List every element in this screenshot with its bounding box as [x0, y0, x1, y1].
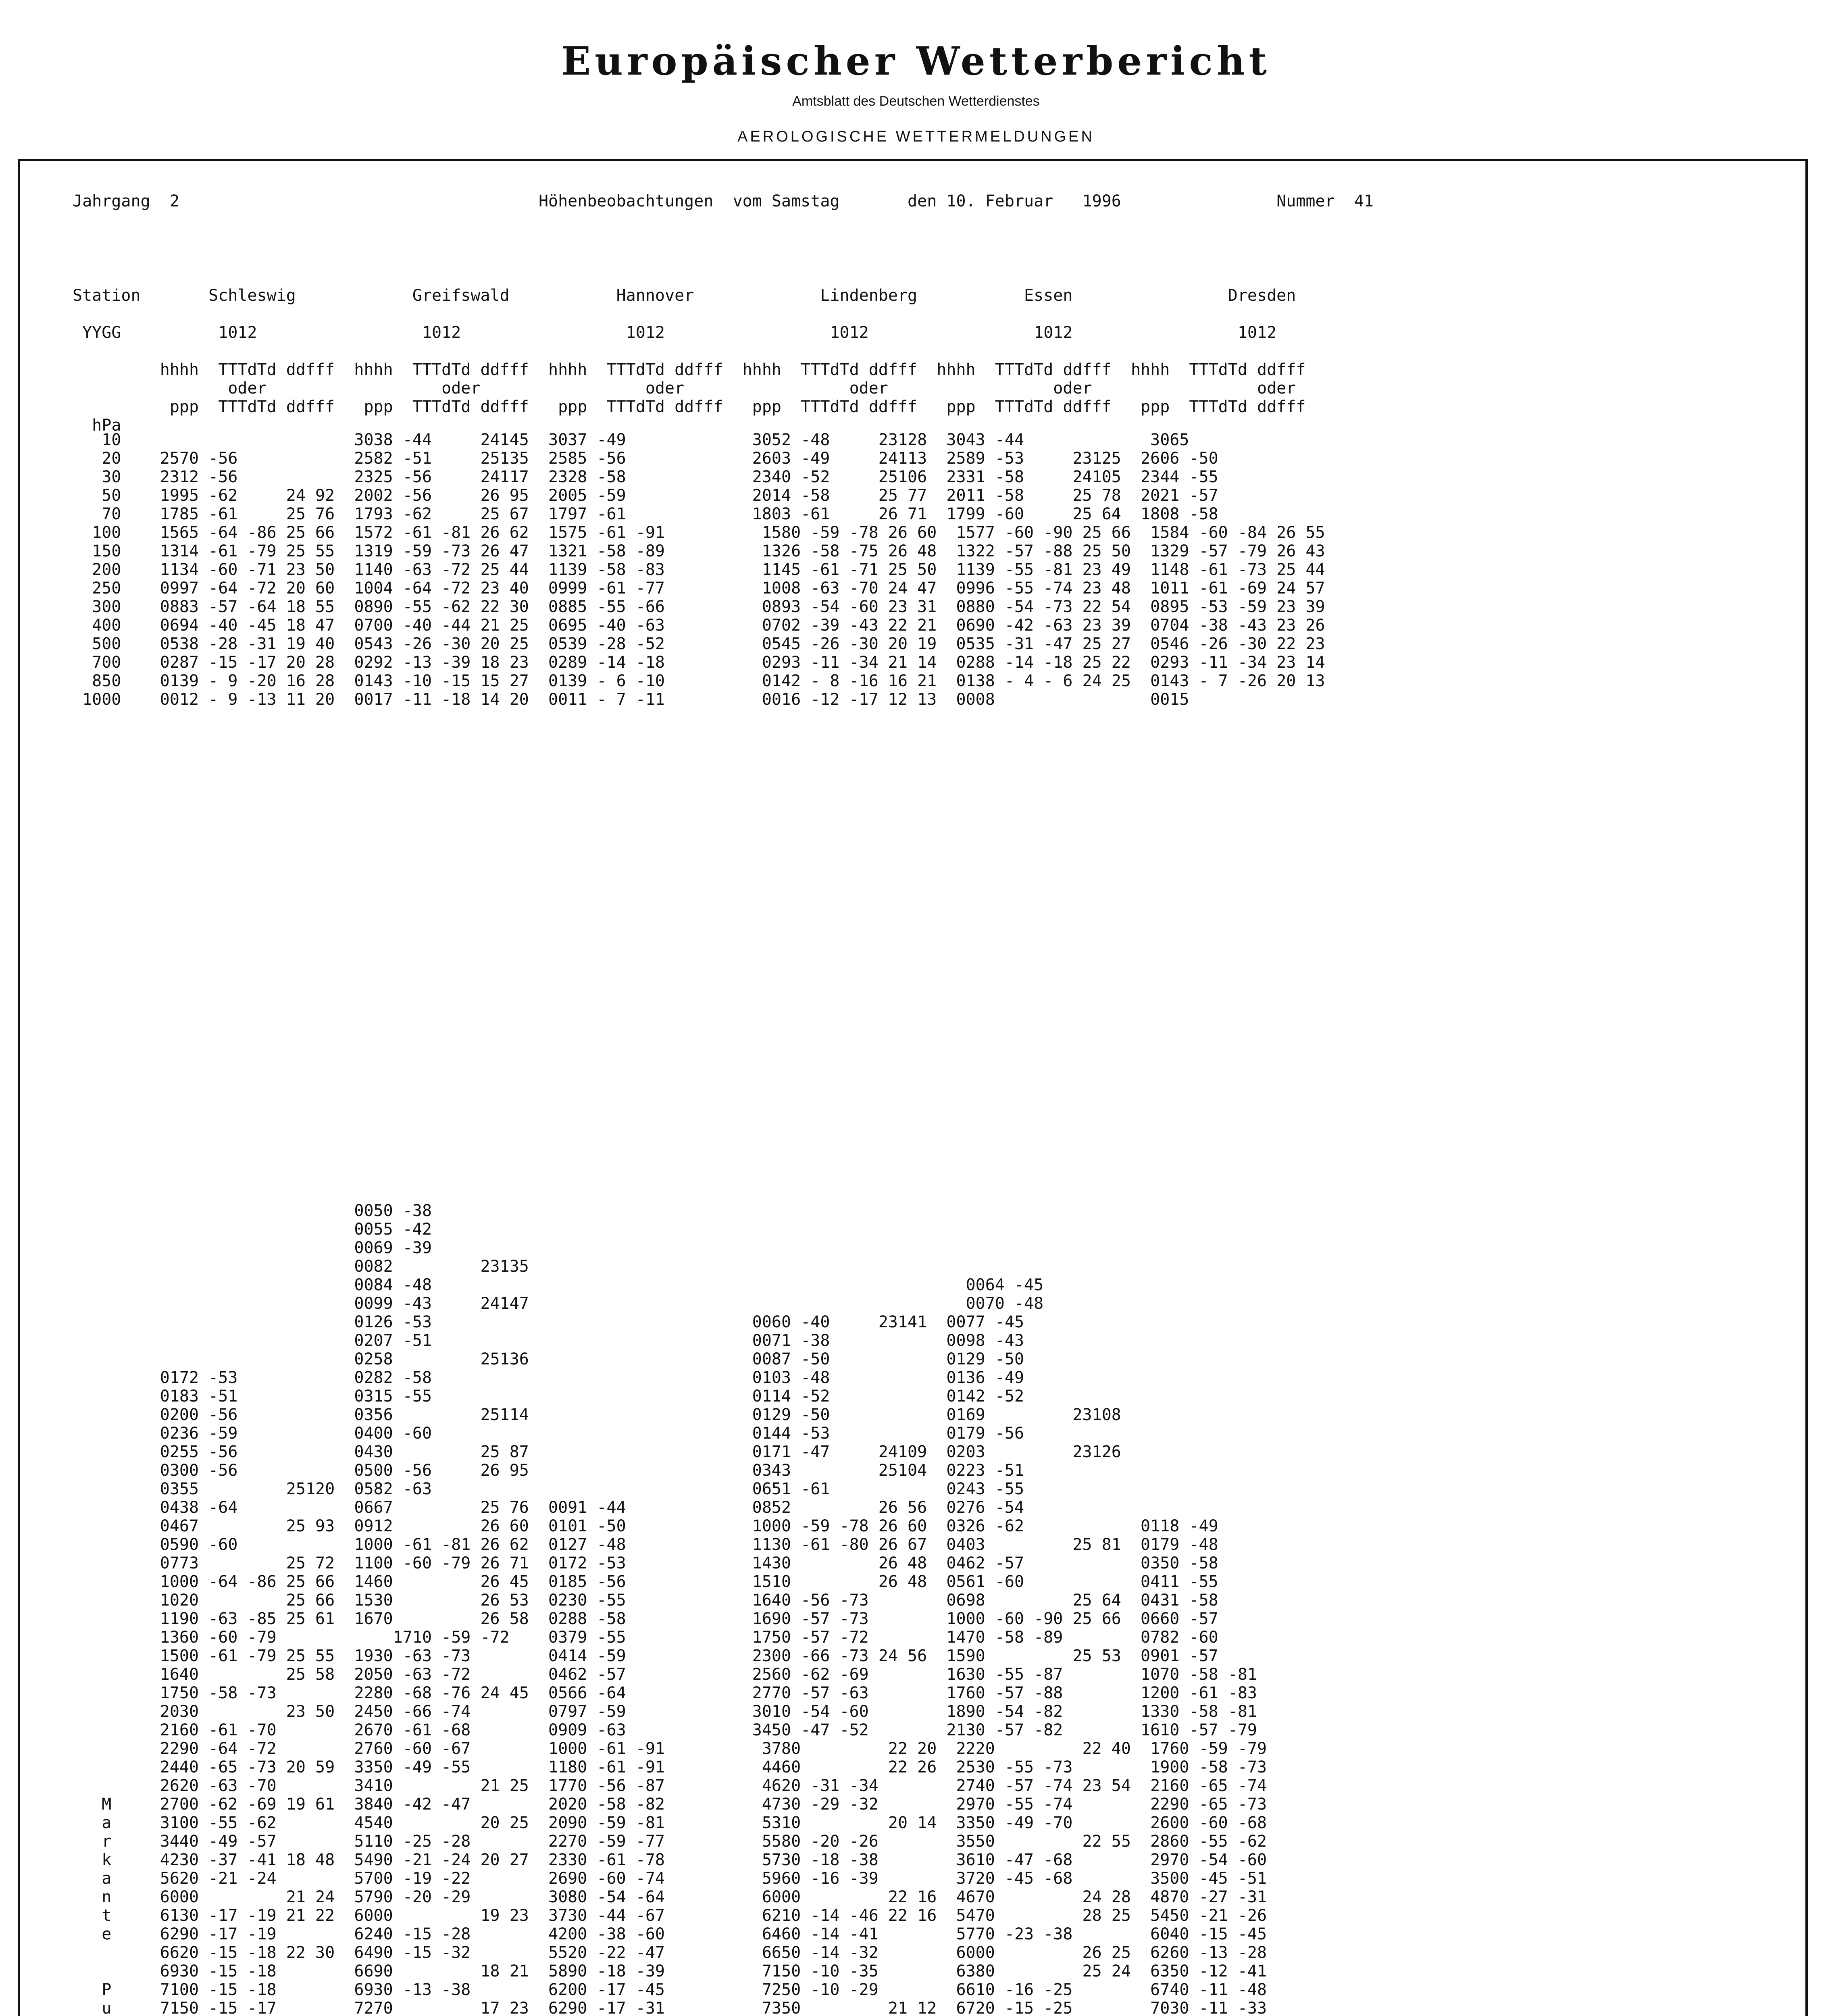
table-row: hhhh TTTdTd ddfff hhhh TTTdTd ddfff hhhh TTTdTd ddfff hhhh TTTdTd ddfff hhhh TTTdTd ddfff hhhh TTTdTd ddfff [73, 360, 1306, 379]
table-row: 30 2312 -56 2325 -56 24117 2328 -58 2340 -52 25106 2331 -58 24105 2344 -55 [73, 468, 1218, 486]
table-row: 100 1565 -64 -86 25 66 1572 -61 -81 26 62 1575 -61 -91 1580 -59 -78 26 60 1577 -60 -90 25 66 1584 -60 -84 26 55 [73, 523, 1325, 542]
table-row: n 6000 21 24 5790 -20 -29 3080 -54 -64 6000 22 16 4670 24 28 4870 -27 -31 [73, 1888, 1267, 1906]
table-row: 1190 -63 -85 25 61 1670 26 58 0288 -58 1690 -57 -73 1000 -60 -90 25 66 0660 -57 [73, 1610, 1218, 1628]
table-row: 50 1995 -62 24 92 2002 -56 26 95 2005 -59 2014 -58 25 77 2011 -58 25 78 2021 -57 [73, 486, 1218, 505]
table-row: 0172 -53 0282 -58 0103 -48 0136 -49 [73, 1368, 1024, 1387]
table-row: u 7150 -15 -17 7270 17 23 6290 -17 -31 7350 21 12 6720 -15 -25 7030 -11 -33 [73, 1999, 1267, 2016]
table-row: 0467 25 93 0912 26 60 0101 -50 1000 -59 -78 26 60 0326 -62 0118 -49 [73, 1517, 1218, 1535]
table-row: 6620 -15 -18 22 30 6490 -15 -32 5520 -22 -47 6650 -14 -32 6000 26 25 6260 -13 -28 [73, 1943, 1267, 1962]
table-row: 700 0287 -15 -17 20 28 0292 -13 -39 18 23 0289 -14 -18 0293 -11 -34 21 14 0288 -14 -18 25 22 0293 -11 -34 23 14 [73, 653, 1325, 672]
table-row: YYGG 1012 1012 1012 1012 1012 1012 [73, 323, 1277, 342]
table-row: 200 1134 -60 -71 23 50 1140 -63 -72 25 44 1139 -58 -83 1145 -61 -71 25 50 1139 -55 -81 23 49 1148 -61 -73 25 44 [73, 560, 1325, 579]
table-row: hPa [73, 416, 121, 435]
table-row: 0099 -43 24147 0070 -48 [73, 1294, 1044, 1313]
table-row: 1000 -64 -86 25 66 1460 26 45 0185 -56 1510 26 48 0561 -60 0411 -55 [73, 1572, 1218, 1591]
table-row: 0255 -56 0430 25 87 0171 -47 24109 0203 23126 [73, 1443, 1121, 1461]
table-row: 2290 -64 -72 2760 -60 -67 1000 -61 -91 3780 22 20 2220 22 40 1760 -59 -79 [73, 1739, 1267, 1758]
table-row: t 6130 -17 -19 21 22 6000 19 23 3730 -44 -67 6210 -14 -46 22 16 5470 28 25 5450 -21 -26 [73, 1906, 1267, 1925]
table-row: 0069 -39 [73, 1239, 432, 1257]
table-row: r 3440 -49 -57 5110 -25 -28 2270 -59 -77 5580 -20 -26 3550 22 55 2860 -55 -62 [73, 1832, 1267, 1851]
table-row: 1000 0012 - 9 -13 11 20 0017 -11 -18 14 20 0011 - 7 -11 0016 -12 -17 12 13 0008 0015 [73, 690, 1189, 709]
table-row: 0355 25120 0582 -63 0651 -61 0243 -55 [73, 1480, 1024, 1498]
masthead [0, 0, 1832, 161]
table-row: 0126 -53 0060 -40 23141 0077 -45 [73, 1313, 1024, 1331]
table-row: 0207 -51 0071 -38 0098 -43 [73, 1331, 1024, 1350]
table-row: 2160 -61 -70 2670 -61 -68 0909 -63 3450 -47 -52 2130 -57 -82 1610 -57 -79 [73, 1721, 1257, 1739]
table-row: 0438 -64 0667 25 76 0091 -44 0852 26 56 0276 -54 [73, 1498, 1024, 1517]
table-row: k 4230 -37 -41 18 48 5490 -21 -24 20 27 2330 -61 -78 5730 -18 -38 3610 -47 -68 2970 -54 -60 [73, 1851, 1267, 1869]
table-row: 1360 -60 -79 1710 -59 -72 0379 -55 1750 -57 -72 1470 -58 -89 0782 -60 [73, 1628, 1218, 1647]
table-row: 400 0694 -40 -45 18 47 0700 -40 -44 21 25 0695 -40 -63 0702 -39 -43 22 21 0690 -42 -63 23 39 0704 -38 -43 23 26 [73, 616, 1325, 635]
table-row: 1640 25 58 2050 -63 -72 0462 -57 2560 -62 -69 1630 -55 -87 1070 -58 -81 [73, 1665, 1257, 1684]
table-row: 150 1314 -61 -79 25 55 1319 -59 -73 26 47 1321 -58 -89 1326 -58 -75 26 48 1322 -57 -88 25 50 1329 -57 -79 26 43 [73, 542, 1325, 560]
table-row: 2030 23 50 2450 -66 -74 0797 -59 3010 -54 -60 1890 -54 -82 1330 -58 -81 [73, 1702, 1257, 1721]
table-row: 2620 -63 -70 3410 21 25 1770 -56 -87 4620 -31 -34 2740 -57 -74 23 54 2160 -65 -74 [73, 1776, 1267, 1795]
table-row: 1500 -61 -79 25 55 1930 -63 -73 0414 -59 2300 -66 -73 24 56 1590 25 53 0901 -57 [73, 1647, 1218, 1665]
table-row: 0258 25136 0087 -50 0129 -50 [73, 1350, 1024, 1368]
table-row: 0055 -42 [73, 1220, 432, 1239]
table-row: 500 0538 -28 -31 19 40 0543 -26 -30 20 25 0539 -28 -52 0545 -26 -30 20 19 0535 -31 -47 25 27 0546 -26 -30 22 23 [73, 635, 1325, 653]
table-row: 2440 -65 -73 20 59 3350 -49 -55 1180 -61 -91 4460 22 26 2530 -55 -73 1900 -58 -73 [73, 1758, 1267, 1776]
table-row: a 3100 -55 -62 4540 20 25 2090 -59 -81 5310 20 14 3350 -49 -70 2600 -60 -68 [73, 1814, 1267, 1832]
report-frame [18, 159, 1808, 2016]
table-row: 70 1785 -61 25 76 1793 -62 25 67 1797 -61 1803 -61 26 71 1799 -60 25 64 1808 -58 [73, 505, 1218, 523]
table-row: e 6290 -17 -19 6240 -15 -28 4200 -38 -60 6460 -14 -41 5770 -23 -38 6040 -15 -45 [73, 1925, 1267, 1943]
issue-line: Jahrgang 2 Höhenbeobachtungen vom Samstag den 10. Februar 1996 Nummer 41 [73, 192, 1374, 210]
table-row: 0236 -59 0400 -60 0144 -53 0179 -56 [73, 1424, 1024, 1443]
table-row: 10 3038 -44 24145 3037 -49 3052 -48 23128 3043 -44 3065 [73, 431, 1189, 449]
table-row: 250 0997 -64 -72 20 60 1004 -64 -72 23 40 0999 -61 -77 1008 -63 -70 24 47 0996 -55 -74 23 48 1011 -61 -69 24 57 [73, 579, 1325, 598]
section-title: AEROLOGISCHE WETTERMELDUNGEN [737, 128, 1095, 145]
table-row: 0084 -48 0064 -45 [73, 1276, 1044, 1294]
table-row: 0773 25 72 1100 -60 -79 26 71 0172 -53 1430 26 48 0462 -57 0350 -58 [73, 1554, 1218, 1572]
table-row: 0200 -56 0356 25114 0129 -50 0169 23108 [73, 1406, 1121, 1424]
table-row: 1020 25 66 1530 26 53 0230 -55 1640 -56 -73 0698 25 64 0431 -58 [73, 1591, 1218, 1610]
table-row: M 2700 -62 -69 19 61 3840 -42 -47 2020 -58 -82 4730 -29 -32 2970 -55 -74 2290 -65 -73 [73, 1795, 1267, 1814]
table-row: oder oder oder oder oder oder [73, 379, 1296, 398]
page-title: Europäischer Wetterbericht [561, 38, 1271, 84]
table-row: 20 2570 -56 2582 -51 25135 2585 -56 2603 -49 24113 2589 -53 23125 2606 -50 [73, 449, 1218, 468]
table-row: 0590 -60 1000 -61 -81 26 62 0127 -48 1130 -61 -80 26 67 0403 25 81 0179 -48 [73, 1535, 1218, 1554]
table-row: ppp TTTdTd ddfff ppp TTTdTd ddfff ppp TTTdTd ddfff ppp TTTdTd ddfff ppp TTTdTd ddfff ppp TTTdTd ddfff [73, 398, 1306, 416]
table-row: 0183 -51 0315 -55 0114 -52 0142 -52 [73, 1387, 1024, 1406]
table-row: a 5620 -21 -24 5700 -19 -22 2690 -60 -74 5960 -16 -39 3720 -45 -68 3500 -45 -51 [73, 1869, 1267, 1888]
table-row: 0050 -38 [73, 1202, 432, 1220]
table-row: 0300 -56 0500 -56 26 95 0343 25104 0223 -51 [73, 1461, 1024, 1480]
table-row: 850 0139 - 9 -20 16 28 0143 -10 -15 15 27 0139 - 6 -10 0142 - 8 -16 16 21 0138 - 4 - 6 24 25 0143 - 7 -26 20 13 [73, 672, 1325, 690]
subtitle: Amtsblatt des Deutschen Wetterdienstes [792, 94, 1040, 109]
table-row: 0082 23135 [73, 1257, 529, 1276]
table-row: 1750 -58 -73 2280 -68 -76 24 45 0566 -64 2770 -57 -63 1760 -57 -88 1200 -61 -83 [73, 1684, 1257, 1702]
table-row: 300 0883 -57 -64 18 55 0890 -55 -62 22 30 0885 -55 -66 0893 -54 -60 23 31 0880 -54 -73 22 54 0895 -53 -59 23 39 [73, 598, 1325, 616]
table-row: 6930 -15 -18 6690 18 21 5890 -18 -39 7150 -10 -35 6380 25 24 6350 -12 -41 [73, 1962, 1267, 1981]
table-row: Station Schleswig Greifswald Hannover Lindenberg Essen Dresden [73, 286, 1296, 305]
table-row: P 7100 -15 -18 6930 -13 -38 6200 -17 -45 7250 -10 -29 6610 -16 -25 6740 -11 -48 [73, 1981, 1267, 1999]
